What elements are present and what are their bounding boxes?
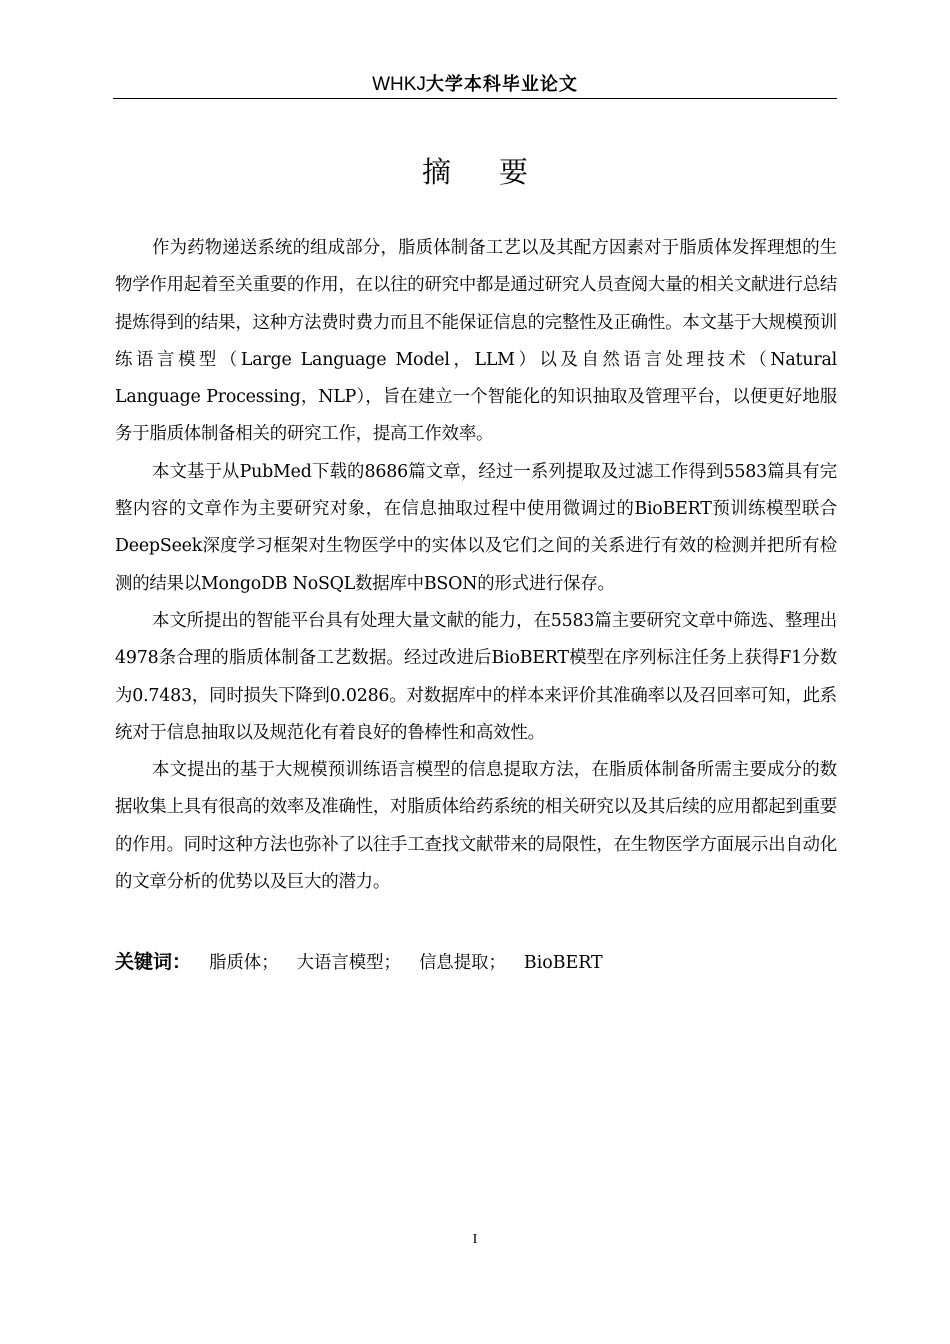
keyword-item: 脂质体； [209, 953, 279, 973]
header-rule [113, 98, 837, 99]
abstract-title: 摘要 [421, 155, 576, 189]
keywords-label: 关键词： [115, 951, 192, 973]
header-institution-code: WHKJ [372, 74, 426, 95]
keyword-item: 信息提取； [418, 953, 506, 973]
page-number: I [472, 1232, 478, 1247]
keyword-item: 大语言模型； [296, 953, 401, 973]
keywords-line [115, 948, 837, 977]
header-document-type: 大学本科毕业论文 [425, 74, 578, 95]
abstract-paragraph-3: 本文所提出的智能平台具有处理大量文献的能力，在5583篇主要研究文章中筛选、整理出4978条合理的脂质体制备工艺数据。经过改进后BioBERT模型在序列标注任务上获得F1分数为0.7483，同时损失下降到0.0286。对数据库中的样本来评价其准确率以及召回率可知，此系统对于信息抽取以及规范化有着良好的鲁棒性和高效性。 [115, 610, 837, 743]
abstract-paragraph-2: 本文基于从PubMed下载的8686篇文章，经过一系列提取及过滤工作得到5583篇具有完整内容的文章作为主要研究对象，在信息抽取过程中使用微调过的BioBERT预训练模型联合DeepSeek深度学习框架对生物医学中的实体以及它们之间的关系进行有效的检测并把所有检测的结果以MongoDB NoSQL数据库中BSON的形式进行保存。 [115, 461, 837, 594]
keyword-item: BioBERT [523, 953, 603, 973]
abstract-body [115, 230, 837, 901]
running-header [113, 70, 837, 99]
abstract-paragraph-1: 作为药物递送系统的组成部分，脂质体制备工艺以及其配方因素对于脂质体发挥理想的生物学作用起着至关重要的作用，在以往的研究中都是通过研究人员查阅大量的相关文献进行总结提炼得到的结果，这种方法费时费力而且不能保证信息的完整性及正确性。本文基于大规模预训练语言模型（Large Language Model，LLM）以及自然语言处理技术（Natural Language Processing，NLP），旨在建立一个智能化的知识抽取及管理平台，以便更好地服务于脂质体制备相关的研究工作，提高工作效率。 [115, 238, 838, 445]
abstract-paragraph-4: 本文提出的基于大规模预训练语言模型的信息提取方法，在脂质体制备所需主要成分的数据收集上具有很高的效率及准确性，对脂质体给药系统的相关研究以及其后续的应用都起到重要的作用。同时这种方法也弥补了以往手工查找文献带来的局限性，在生物医学方面展示出自动化的文章分析的优势以及巨大的潜力。 [115, 760, 838, 893]
